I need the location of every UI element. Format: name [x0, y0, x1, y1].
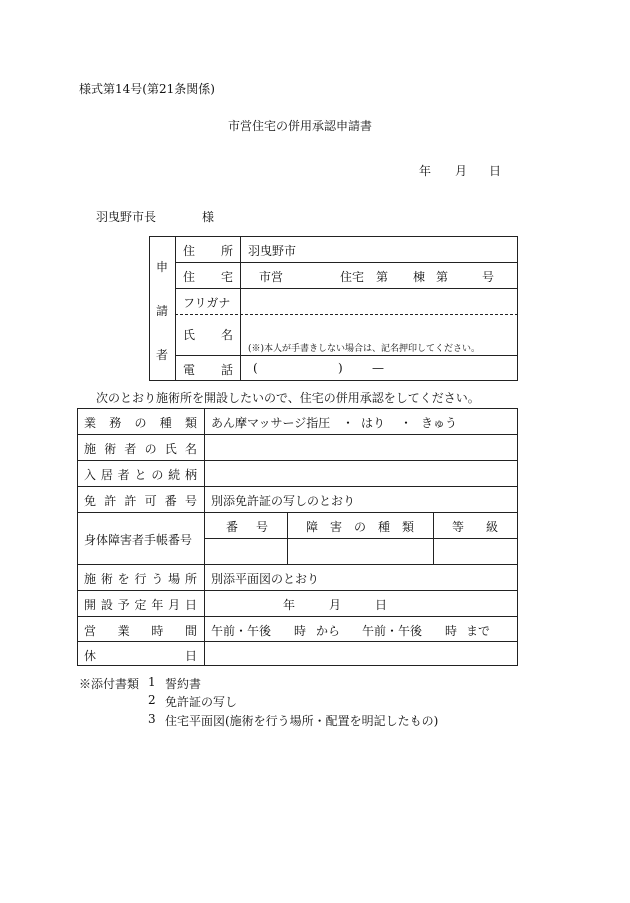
phone-label: 電 話 [183, 363, 233, 377]
application-form-page: 様式第14号(第21条関係) 市営住宅の併用承認申請書 年 月 日 羽曳野市長 様 申 請 者 住 所 羽曳野市 住 宅 市営 住宅 第 棟 第 号 フリガナ 氏 名 (※)本人が手書きしない場合は、記名押印してください。 電 話 ( ) — 次のとおり施術所を開設したいので、住宅の併用承認をしてください。 業 務 の 種 類 あん摩マッサージ指圧 ・ はり ・ きゅう 施 術 者 の 氏 名 入 居 者 と の 続 柄 免 許 許 可 番 号 別添免許証の写しのとおり 身体障害者手帳番号 番 号 障 害 の 種 類 等 級 施 術 を 行 う 場 所 別添平面図のとおり 開 設 予 定 年 月 日 年 月 日 営 業 時 間 午前・午後 時 から 午前・午後 時 まで 休 日 ※添付書類 1 誓約書 2 免許証の写し 3 住宅平面図(施術を行う場所・配置を明記したもの) [0, 0, 630, 903]
holiday-label: 休 日 [84, 649, 197, 663]
attachment-item-3: 住宅平面図(施術を行う場所・配置を明記したもの) [165, 714, 439, 728]
intro-sentence: 次のとおり施術所を開設したいので、住宅の併用承認をしてください。 [96, 391, 480, 405]
disability-label: 身体障害者手帳番号 [84, 533, 193, 547]
business-hours-label: 営 業 時 間 [84, 624, 197, 638]
applicant-side-label-2: 請 [156, 304, 169, 318]
attachment-item-2: 免許証の写し [165, 695, 238, 709]
form-number: 様式第14号(第21条関係) [79, 82, 215, 96]
furigana-label: フリガナ [183, 296, 231, 310]
license-label: 免 許 許 可 番 号 [84, 494, 197, 508]
location-value: 別添平面図のとおり [211, 572, 320, 586]
disability-type-header: 障 害 の 種 類 [306, 520, 414, 534]
applicant-side-label-1: 申 [156, 260, 169, 274]
attachment-item-1: 誓約書 [165, 677, 202, 691]
name-label: 氏 名 [183, 328, 233, 342]
attachment-num-2: 2 [148, 693, 156, 707]
location-label: 施 術 を 行 う 場 所 [84, 572, 197, 586]
disability-grade-header: 等 級 [452, 520, 498, 534]
opening-date-label: 開 設 予 定 年 月 日 [84, 598, 197, 612]
page-title: 市営住宅の併用承認申請書 [228, 119, 373, 133]
attachment-num-1: 1 [148, 675, 156, 689]
housing-label: 住 宅 [183, 270, 233, 284]
date-month-label: 月 [455, 164, 468, 178]
applicant-side-label-3: 者 [156, 348, 169, 362]
practitioner-name-label: 施 術 者 の 氏 名 [84, 442, 197, 456]
addressee-name: 羽曳野市長 [96, 210, 157, 224]
attachment-num-3: 3 [148, 712, 156, 726]
attachments-heading: ※添付書類 [79, 677, 140, 691]
disability-number-header: 番 号 [226, 520, 268, 534]
name-note: (※)本人が手書きしない場合は、記名押印してください。 [248, 344, 481, 354]
date-year-label: 年 [419, 164, 432, 178]
addressee-honorific: 様 [202, 210, 215, 224]
license-value: 別添免許証の写しのとおり [211, 494, 356, 508]
address-label: 住 所 [183, 244, 233, 258]
address-value: 羽曳野市 [248, 244, 297, 258]
business-type-label: 業 務 の 種 類 [84, 416, 197, 430]
relation-label: 入 居 者 と の 続 柄 [84, 468, 197, 482]
date-day-label: 日 [489, 164, 502, 178]
